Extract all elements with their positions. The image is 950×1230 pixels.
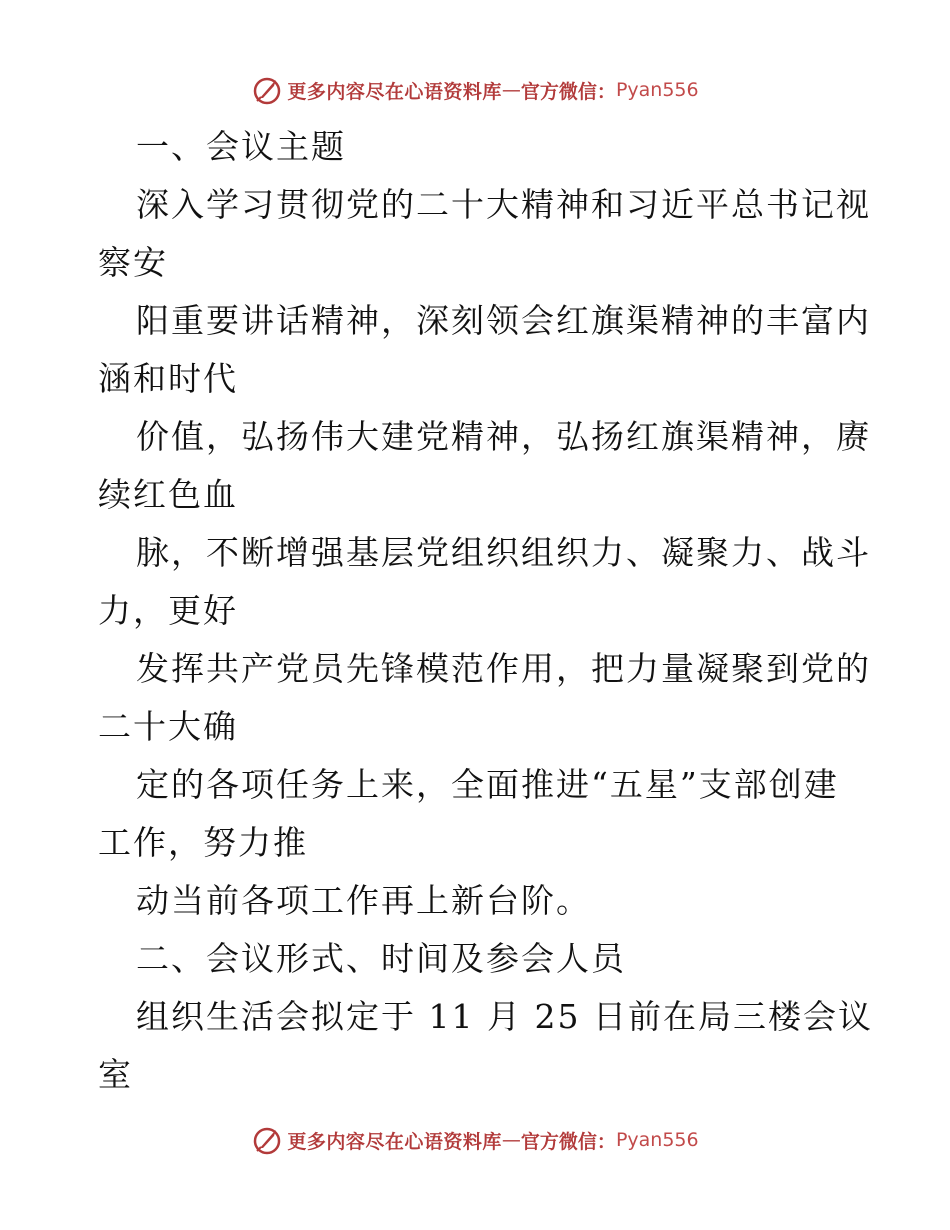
paragraph-line: 定的各项任务上来，全面推进“五星”支部创建 <box>136 765 839 804</box>
paragraph-line: 续红色血 <box>98 475 238 514</box>
watermark-separator: — <box>501 1129 521 1151</box>
paragraph-line: 组织生活会拟定于 11 月 25 日前在局三楼会议 <box>136 997 873 1036</box>
quill-pen-logo-icon <box>251 1124 283 1156</box>
watermark-site-text: 更多内容尽在心语资料库 <box>287 80 502 103</box>
paragraph-line: 工作，努力推 <box>98 823 308 862</box>
document-body <box>98 118 873 1104</box>
watermark-wechat-id: Pyan556 <box>615 1129 699 1151</box>
section-heading-1: 一、会议主题 <box>136 127 346 166</box>
header-watermark <box>0 70 950 110</box>
section-heading-2: 二、会议形式、时间及参会人员 <box>136 939 626 978</box>
paragraph-line: 察安 <box>98 243 168 282</box>
watermark-separator: — <box>501 79 521 101</box>
paragraph-line: 室 <box>98 1055 133 1094</box>
paragraph-line: 深入学习贯彻党的二十大精神和习近平总书记视 <box>136 185 871 224</box>
paragraph-line: 脉，不断增强基层党组织组织力、凝聚力、战斗 <box>136 533 871 572</box>
watermark-wechat-id: Pyan556 <box>615 79 699 101</box>
footer-watermark <box>0 1120 950 1160</box>
watermark-wechat-label: 官方微信： <box>520 80 616 103</box>
paragraph-line: 发挥共产党员先锋模范作用，把力量凝聚到党的 <box>136 649 871 688</box>
quill-pen-logo-icon <box>251 74 283 106</box>
paragraph-line: 动当前各项工作再上新台阶。 <box>136 881 591 920</box>
watermark-site-text: 更多内容尽在心语资料库 <box>287 1130 502 1153</box>
paragraph-line: 力，更好 <box>98 591 238 630</box>
paragraph-line: 二十大确 <box>98 707 238 746</box>
paragraph-line: 涵和时代 <box>98 359 238 398</box>
watermark-wechat-label: 官方微信： <box>520 1130 616 1153</box>
paragraph-line: 阳重要讲话精神，深刻领会红旗渠精神的丰富内 <box>136 301 871 340</box>
paragraph-line: 价值，弘扬伟大建党精神，弘扬红旗渠精神，赓 <box>136 417 871 456</box>
